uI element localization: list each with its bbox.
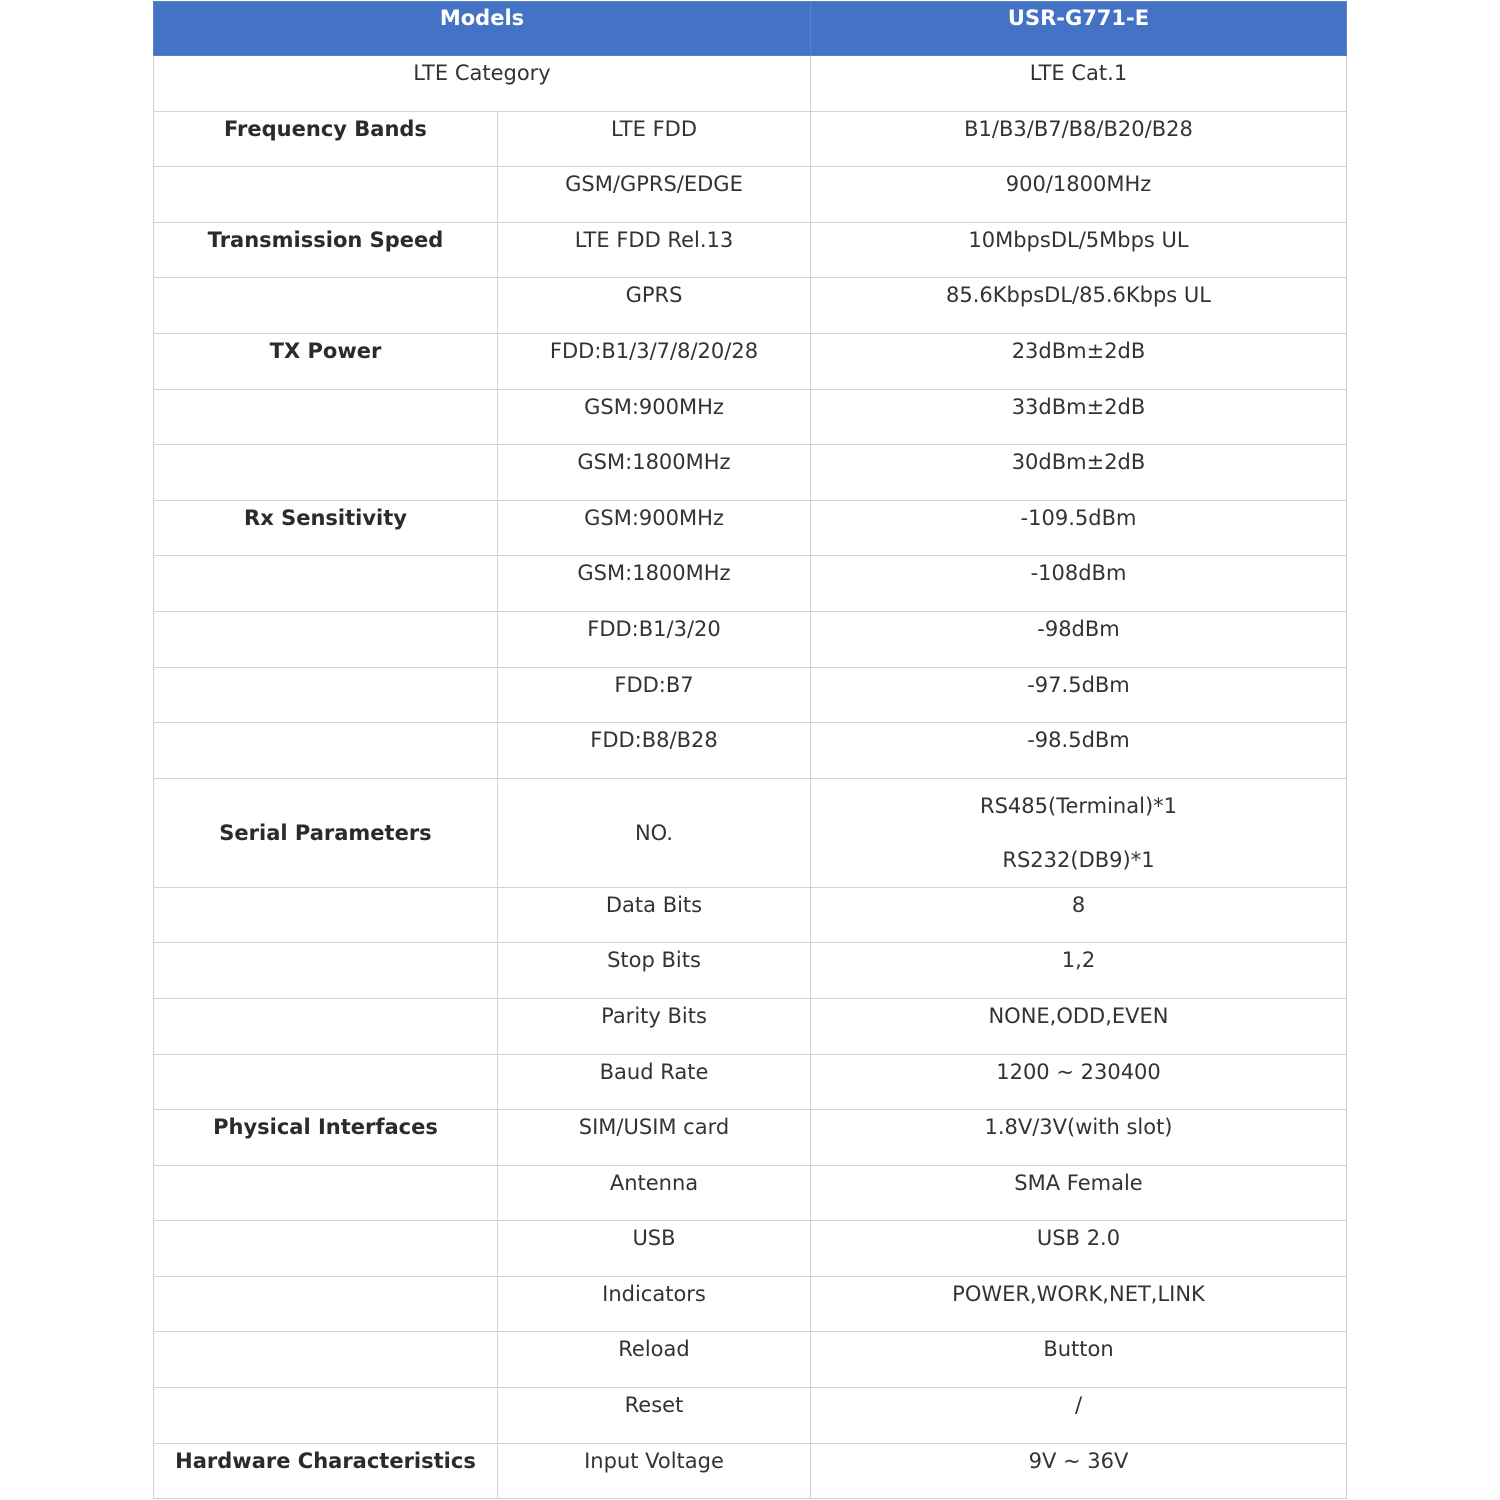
table-row [154, 667, 1347, 723]
row-item: Indicators [498, 1276, 811, 1332]
row-category [154, 278, 498, 334]
table-row [154, 1165, 1347, 1221]
row-category [154, 556, 498, 612]
row-item: FDD:B1/3/7/8/20/28 [498, 333, 811, 389]
table-row [154, 1443, 1347, 1499]
row-value: SMA Female [811, 1165, 1347, 1221]
spec-table [153, 1, 1347, 1499]
table-row [154, 167, 1347, 223]
row-value: POWER,WORK,NET,LINK [811, 1276, 1347, 1332]
row-category [154, 167, 498, 223]
row-value: 9V ~ 36V [811, 1443, 1347, 1499]
row-category: TX Power [154, 333, 498, 389]
row-item: USB [498, 1221, 811, 1277]
row-item: LTE FDD Rel.13 [498, 222, 811, 278]
row-value: -98dBm [811, 611, 1347, 667]
row-item: Reset [498, 1388, 811, 1444]
table-row [154, 887, 1347, 943]
row-item: GPRS [498, 278, 811, 334]
row-category [154, 943, 498, 999]
lte-category-value: LTE Cat.1 [811, 56, 1347, 112]
table-row-serial-no [154, 778, 1347, 887]
row-value: Button [811, 1332, 1347, 1388]
row-value: -98.5dBm [811, 723, 1347, 779]
row-category: Hardware Characteristics [154, 1443, 498, 1499]
row-item: GSM/GPRS/EDGE [498, 167, 811, 223]
table-row [154, 1221, 1347, 1277]
row-item: Reload [498, 1332, 811, 1388]
row-category [154, 1276, 498, 1332]
row-item: GSM:1800MHz [498, 445, 811, 501]
row-value: 1200 ~ 230400 [811, 1054, 1347, 1110]
table-row [154, 1332, 1347, 1388]
row-item: Data Bits [498, 887, 811, 943]
table-row [154, 389, 1347, 445]
row-item: FDD:B7 [498, 667, 811, 723]
row-category: Serial Parameters [154, 778, 498, 887]
row-category [154, 723, 498, 779]
row-value: -108dBm [811, 556, 1347, 612]
row-value: -109.5dBm [811, 500, 1347, 556]
row-category [154, 998, 498, 1054]
row-category [154, 667, 498, 723]
row-category: Transmission Speed [154, 222, 498, 278]
row-value: B1/B3/B7/B8/B20/B28 [811, 111, 1347, 167]
row-item: Baud Rate [498, 1054, 811, 1110]
row-item: Parity Bits [498, 998, 811, 1054]
table-body [154, 56, 1347, 1499]
row-category [154, 1388, 498, 1444]
row-category [154, 1165, 498, 1221]
row-category: Physical Interfaces [154, 1110, 498, 1166]
table-header [154, 2, 1347, 56]
row-category [154, 1221, 498, 1277]
table-row [154, 278, 1347, 334]
table-row [154, 723, 1347, 779]
row-item: GSM:900MHz [498, 389, 811, 445]
header-row [154, 2, 1347, 56]
row-value: 85.6KbpsDL/85.6Kbps UL [811, 278, 1347, 334]
table-row [154, 943, 1347, 999]
table-row [154, 611, 1347, 667]
row-value: 33dBm±2dB [811, 389, 1347, 445]
row-item: NO. [498, 778, 811, 887]
row-value: 8 [811, 887, 1347, 943]
row-value: 1.8V/3V(with slot) [811, 1110, 1347, 1166]
table-row [154, 56, 1347, 112]
table-row [154, 1388, 1347, 1444]
row-value: 900/1800MHz [811, 167, 1347, 223]
table-row [154, 500, 1347, 556]
row-item: LTE FDD [498, 111, 811, 167]
row-item: SIM/USIM card [498, 1110, 811, 1166]
row-item: GSM:900MHz [498, 500, 811, 556]
table-row [154, 1110, 1347, 1166]
row-item: Input Voltage [498, 1443, 811, 1499]
row-category [154, 1054, 498, 1110]
table-row [154, 111, 1347, 167]
row-category [154, 445, 498, 501]
table-row [154, 1276, 1347, 1332]
serial-port-value: RS232(DB9)*1 [1002, 847, 1155, 872]
row-category [154, 887, 498, 943]
row-item: Stop Bits [498, 943, 811, 999]
table-row [154, 333, 1347, 389]
table-row [154, 445, 1347, 501]
header-model-name: USR-G771-E [811, 2, 1347, 56]
table-row [154, 222, 1347, 278]
lte-category-label: LTE Category [154, 56, 811, 112]
table-row [154, 556, 1347, 612]
table-row [154, 1054, 1347, 1110]
row-category [154, 389, 498, 445]
row-value: 10MbpsDL/5Mbps UL [811, 222, 1347, 278]
row-value: USB 2.0 [811, 1221, 1347, 1277]
row-value: NONE,ODD,EVEN [811, 998, 1347, 1054]
row-value: 23dBm±2dB [811, 333, 1347, 389]
row-category [154, 611, 498, 667]
row-value: / [811, 1388, 1347, 1444]
row-value [811, 778, 1347, 887]
row-category: Rx Sensitivity [154, 500, 498, 556]
serial-port-value: RS485(Terminal)*1 [980, 793, 1177, 818]
row-item: FDD:B1/3/20 [498, 611, 811, 667]
header-models: Models [154, 2, 811, 56]
row-value: 1,2 [811, 943, 1347, 999]
row-category [154, 1332, 498, 1388]
row-item: FDD:B8/B28 [498, 723, 811, 779]
row-item: Antenna [498, 1165, 811, 1221]
row-value: 30dBm±2dB [811, 445, 1347, 501]
row-item: GSM:1800MHz [498, 556, 811, 612]
row-value: -97.5dBm [811, 667, 1347, 723]
row-category: Frequency Bands [154, 111, 498, 167]
table-row [154, 998, 1347, 1054]
